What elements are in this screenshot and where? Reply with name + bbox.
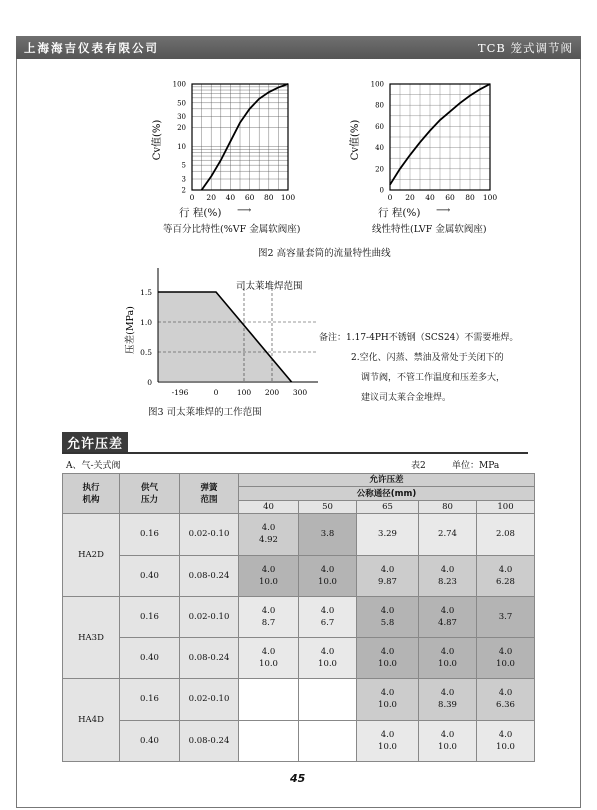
pressure-value: 4.87 — [438, 617, 457, 628]
table-label: 表2 — [411, 461, 426, 471]
left-xtick-label: 60 — [244, 193, 255, 202]
right-xtick-label: 20 — [405, 193, 415, 202]
header-size: 50 — [299, 500, 357, 513]
table-row — [63, 596, 535, 637]
pressure-value: 4.0 — [380, 729, 395, 740]
pressure-value: 10.0 — [438, 659, 457, 670]
header-allowed: 允许压差 — [239, 474, 535, 487]
pressure-value: 10.0 — [318, 659, 337, 670]
header-size: 80 — [419, 500, 477, 513]
fig2-caption: 图2 高容量套筒的流量特性曲线 — [258, 248, 391, 259]
chart-stellite-range — [118, 268, 328, 403]
pressure-cell — [299, 555, 357, 596]
left-ytick-label: 3 — [181, 175, 186, 184]
left-xtick-label: 0 — [189, 193, 195, 202]
stellite-xtick-label: 200 — [264, 388, 280, 397]
company-name: 上海海吉仪表有限公司 — [24, 40, 159, 55]
pressure-cell — [357, 596, 419, 637]
pressure-value: 10.0 — [378, 741, 397, 752]
left-chart-xlabel: 行 程(%) — [179, 207, 222, 219]
right-xtick-label: 40 — [425, 193, 435, 202]
section-title: 允许压差 — [62, 432, 128, 453]
pressure-value: 4.0 — [498, 564, 513, 575]
note-line-4: 建议司太莱合金堆焊。 — [361, 393, 452, 403]
pressure-value: 4.0 — [320, 647, 335, 658]
right-chart-yticks — [371, 81, 384, 195]
table-subtitle: A、气-关式阀 — [66, 461, 121, 471]
pressure-value: 3.29 — [378, 529, 397, 540]
spring-cell: 0.08-0.24 — [180, 720, 239, 761]
supply-cell: 0.16 — [120, 679, 180, 720]
pressure-value: 4.0 — [498, 647, 513, 658]
pressure-cell — [299, 514, 357, 555]
left-ytick-label: 10 — [177, 142, 186, 151]
pressure-value: 2.08 — [496, 529, 515, 540]
left-chart-xticks — [190, 193, 296, 202]
right-chart-grid — [390, 84, 490, 190]
left-ytick-label: 2 — [181, 186, 186, 195]
notes-label: 备注： — [319, 333, 347, 343]
pressure-value: 3.7 — [498, 611, 513, 622]
note-line-3: 调节阀，不管工作温度和压差多大， — [361, 373, 506, 383]
pressure-value: 4.0 — [440, 688, 455, 699]
pressure-cell — [419, 679, 477, 720]
supply-cell: 0.16 — [120, 514, 180, 555]
pressure-value: 8.23 — [438, 576, 457, 587]
pressure-value: 4.0 — [261, 564, 276, 575]
right-ytick-label: 40 — [375, 144, 384, 153]
pressure-cell — [419, 514, 477, 555]
supply-cell: 0.16 — [120, 596, 180, 637]
stellite-xticks — [172, 388, 308, 397]
fig3-caption: 图3 司太莱堆焊的工作范围 — [148, 407, 262, 418]
spring-cell: 0.08-0.24 — [180, 555, 239, 596]
header-supply: 供气 压力 — [120, 474, 180, 514]
pressure-value: 8.7 — [261, 617, 276, 628]
chart-equal-percentage — [150, 72, 310, 222]
left-ytick-label: 100 — [172, 80, 186, 89]
header-size: 100 — [477, 500, 535, 513]
table-row — [63, 679, 535, 720]
pressure-cell — [419, 720, 477, 761]
pressure-value: 9.87 — [378, 576, 397, 587]
pressure-cell — [357, 555, 419, 596]
pressure-value: 4.0 — [380, 647, 395, 658]
supply-cell: 0.40 — [120, 720, 180, 761]
left-chart-subtitle: 等百分比特性(%VF 金属软阀座) — [163, 224, 301, 235]
left-xtick-label: 40 — [225, 193, 236, 202]
chart-linear — [348, 72, 508, 222]
stellite-xtick-label: 100 — [236, 388, 252, 397]
pressure-cell — [239, 596, 299, 637]
pressure-cell — [357, 638, 419, 679]
left-ytick-label: 20 — [177, 124, 186, 133]
actuator-cell: HA2D — [63, 514, 120, 597]
pressure-value: 10.0 — [496, 659, 515, 670]
stellite-xtick-label: 300 — [292, 388, 308, 397]
stellite-xtick-label: 0 — [213, 388, 219, 397]
header-spring: 弹簧 范围 — [180, 474, 239, 514]
pressure-value: 4.0 — [320, 564, 335, 575]
spring-cell: 0.02-0.10 — [180, 679, 239, 720]
left-chart-grid — [192, 84, 288, 190]
header-dn: 公称通径(mm) — [239, 487, 535, 500]
table-row — [63, 555, 535, 596]
header-actuator: 执行 机构 — [63, 474, 120, 514]
left-ytick-label: 50 — [177, 99, 186, 108]
pressure-value: 6.28 — [496, 576, 515, 587]
pressure-value: 4.0 — [261, 647, 276, 658]
pressure-cell — [477, 596, 535, 637]
pressure-cell — [357, 720, 419, 761]
pressure-value: 10.0 — [378, 659, 397, 670]
spring-cell: 0.02-0.10 — [180, 514, 239, 555]
pressure-cell — [299, 596, 357, 637]
pressure-cell — [419, 596, 477, 637]
pressure-value: 4.0 — [440, 564, 455, 575]
notes-block — [319, 328, 549, 408]
page-header — [16, 36, 581, 59]
left-xlabel-arrow: ⟶ — [237, 205, 252, 216]
table-unit: 单位：MPa — [452, 461, 500, 471]
actuator-cell: HA4D — [63, 679, 120, 762]
right-chart-subtitle: 线性特性(LVF 金属软阀座) — [372, 224, 487, 235]
header-size: 40 — [239, 500, 299, 513]
pressure-cell — [239, 679, 299, 720]
left-xtick-label: 20 — [206, 193, 216, 202]
allowed-pressure-table — [62, 473, 535, 762]
pressure-value: 8.39 — [438, 700, 457, 711]
right-xtick-label: 80 — [465, 193, 475, 202]
pressure-value: 4.0 — [498, 688, 513, 699]
pressure-cell — [239, 638, 299, 679]
right-ytick-label: 100 — [370, 80, 384, 89]
pressure-cell — [239, 555, 299, 596]
right-xtick-label: 0 — [387, 193, 393, 202]
right-ytick-label: 20 — [375, 165, 384, 174]
pressure-cell — [239, 514, 299, 555]
section-rule — [62, 452, 528, 454]
left-xtick-label: 80 — [264, 193, 274, 202]
stellite-ytick-label: 1.0 — [140, 318, 152, 327]
right-chart-ylabel: Cv值(%) — [350, 119, 361, 161]
pressure-value: 4.0 — [320, 605, 335, 616]
stellite-xtick-label: -196 — [171, 388, 189, 397]
right-xtick-label: 100 — [482, 193, 498, 202]
left-ytick-label: 30 — [177, 113, 186, 122]
pressure-value: 4.0 — [440, 647, 455, 658]
pressure-cell — [357, 679, 419, 720]
pressure-value: 2.74 — [438, 529, 457, 540]
stellite-ylabel: 压差(MPa) — [125, 306, 136, 354]
right-chart-xticks — [388, 193, 498, 202]
right-ytick-label: 0 — [379, 186, 384, 195]
right-xtick-label: 60 — [445, 193, 455, 202]
pressure-cell — [419, 555, 477, 596]
note-line-2: 2.空化、闪蒸、禁油及常处于关闭下的 — [351, 353, 504, 363]
pressure-value: 4.0 — [498, 729, 513, 740]
page-number: 45 — [290, 772, 306, 785]
table-row — [63, 720, 535, 761]
table-row — [63, 514, 535, 555]
stellite-ytick-label: 1.5 — [140, 288, 152, 297]
stellite-region-label: 司太莱堆焊范围 — [236, 281, 303, 292]
spring-cell: 0.02-0.10 — [180, 596, 239, 637]
note-line-1: 1.17-4PH不锈钢（SCS24）不需要堆焊。 — [346, 333, 519, 343]
pressure-cell — [477, 638, 535, 679]
pressure-value: 10.0 — [378, 700, 397, 711]
pressure-value: 3.8 — [320, 529, 335, 540]
header-size: 65 — [357, 500, 419, 513]
spring-cell: 0.08-0.24 — [180, 638, 239, 679]
right-ytick-label: 60 — [375, 122, 384, 131]
pressure-cell — [299, 679, 357, 720]
product-name: TCB 笼式调节阀 — [477, 40, 573, 55]
left-xtick-label: 100 — [280, 193, 296, 202]
pressure-cell — [357, 514, 419, 555]
pressure-value: 4.0 — [380, 564, 395, 575]
pressure-value: 10.0 — [259, 576, 278, 587]
right-chart-xlabel: 行 程(%) — [378, 207, 421, 219]
pressure-cell — [299, 720, 357, 761]
table-row — [63, 638, 535, 679]
pressure-value: 10.0 — [438, 741, 457, 752]
pressure-value: 10.0 — [259, 659, 278, 670]
pressure-cell — [477, 555, 535, 596]
left-ytick-label: 5 — [181, 161, 186, 170]
left-chart-yticks — [173, 81, 186, 195]
pressure-value: 6.36 — [496, 700, 515, 711]
stellite-ytick-label: 0.5 — [140, 348, 152, 357]
pressure-value: 5.8 — [380, 617, 395, 628]
pressure-cell — [299, 638, 357, 679]
pressure-value: 4.0 — [440, 605, 455, 616]
actuator-cell: HA3D — [63, 596, 120, 679]
pressure-value: 4.0 — [440, 729, 455, 740]
left-chart-curve — [202, 84, 288, 190]
pressure-value: 4.0 — [261, 605, 276, 616]
stellite-ytick-label: 0 — [147, 378, 152, 387]
pressure-cell — [419, 638, 477, 679]
supply-cell: 0.40 — [120, 555, 180, 596]
right-xlabel-arrow: ⟶ — [436, 205, 451, 216]
pressure-value: 4.0 — [380, 605, 395, 616]
pressure-value: 10.0 — [496, 741, 515, 752]
pressure-value: 4.0 — [261, 523, 276, 534]
pressure-value: 6.7 — [320, 617, 335, 628]
pressure-cell — [477, 720, 535, 761]
stellite-yticks — [140, 288, 152, 387]
pressure-value: 10.0 — [318, 576, 337, 587]
pressure-cell — [239, 720, 299, 761]
left-chart-ylabel: Cv值(%) — [152, 119, 163, 161]
supply-cell: 0.40 — [120, 638, 180, 679]
pressure-cell — [477, 679, 535, 720]
pressure-value: 4.92 — [259, 535, 278, 546]
pressure-value: 4.0 — [380, 688, 395, 699]
pressure-cell — [477, 514, 535, 555]
right-ytick-label: 80 — [375, 101, 384, 110]
